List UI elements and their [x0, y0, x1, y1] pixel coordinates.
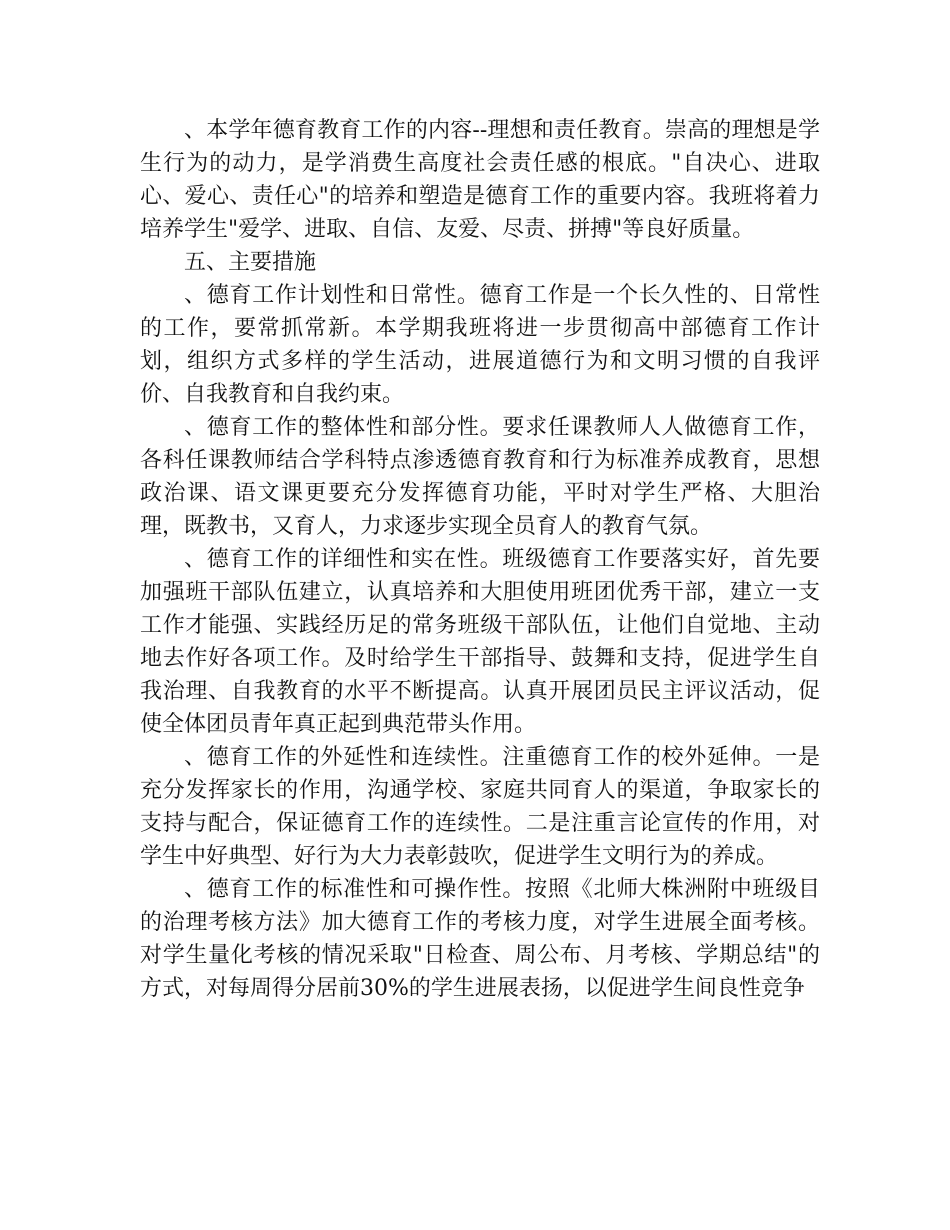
- paragraph-moral-education-content: 、本学年德育教育工作的内容--理想和责任教育。崇高的理想是学生行为的动力，是学消费生高度社会责任感的根底。"自决心、进取心、爱心、责任心"的培养和塑造是德育工作的重要内容。我班将着力培养学生"爱学、进取、自信、友爱、尽责、拼搏"等良好质量。: [140, 118, 820, 242]
- paragraph-detail-and-practicality: 、德育工作的详细性和实在性。班级德育工作要落实好，首先要加强班干部队伍建立，认真培养和大胆使用班团优秀干部，建立一支工作才能强、实践经历足的常务班级干部队伍，让他们自觉地、主动地去作好各项工作。及时给学生干部指导、鼓舞和支持，促进学生自我治理、自我教育的水平不断提高。认真开展团员民主评议活动，促使全体团员青年真正起到典范带头作用。: [140, 547, 820, 737]
- document-body: [140, 114, 820, 1005]
- section-heading-main-measures: 五、主要措施: [184, 250, 317, 275]
- paragraph-planning-and-routine: 、德育工作计划性和日常性。德育工作是一个长久性的、日常性的工作，要常抓常新。本学期我班将进一步贯彻高中部德育工作计划，组织方式多样的学生活动，进展道德行为和文明习惯的自我评价、自我教育和自我约束。: [140, 283, 820, 407]
- paragraph-whole-and-part: 、德育工作的整体性和部分性。要求任课教师人人做德育工作，各科任课教师结合学科特点渗透德育教育和行为标准养成教育，思想政治课、语文课更要充分发挥德育功能，平时对学生严格、大胆治理，既教书，又育人，力求逐步实现全员育人的教育气氛。: [140, 415, 820, 539]
- paragraph-standards-and-operability: 、德育工作的标准性和可操作性。按照《北师大株洲附中班级目的治理考核方法》加大德育工作的考核力度，对学生进展全面考核。对学生量化考核的情况采取"日检查、周公布、月考核、学期总结"的方式，对每周得分居前30%的学生进展表扬，以促进学生间良性竞争: [140, 877, 820, 1001]
- paragraph-extension-and-continuity: 、德育工作的外延性和连续性。注重德育工作的校外延伸。一是充分发挥家长的作用，沟通学校、家庭共同育人的渠道，争取家长的支持与配合，保证德育工作的连续性。二是注重言论宣传的作用，对学生中好典型、好行为大力表彰鼓吹，促进学生文明行为的养成。: [140, 745, 820, 869]
